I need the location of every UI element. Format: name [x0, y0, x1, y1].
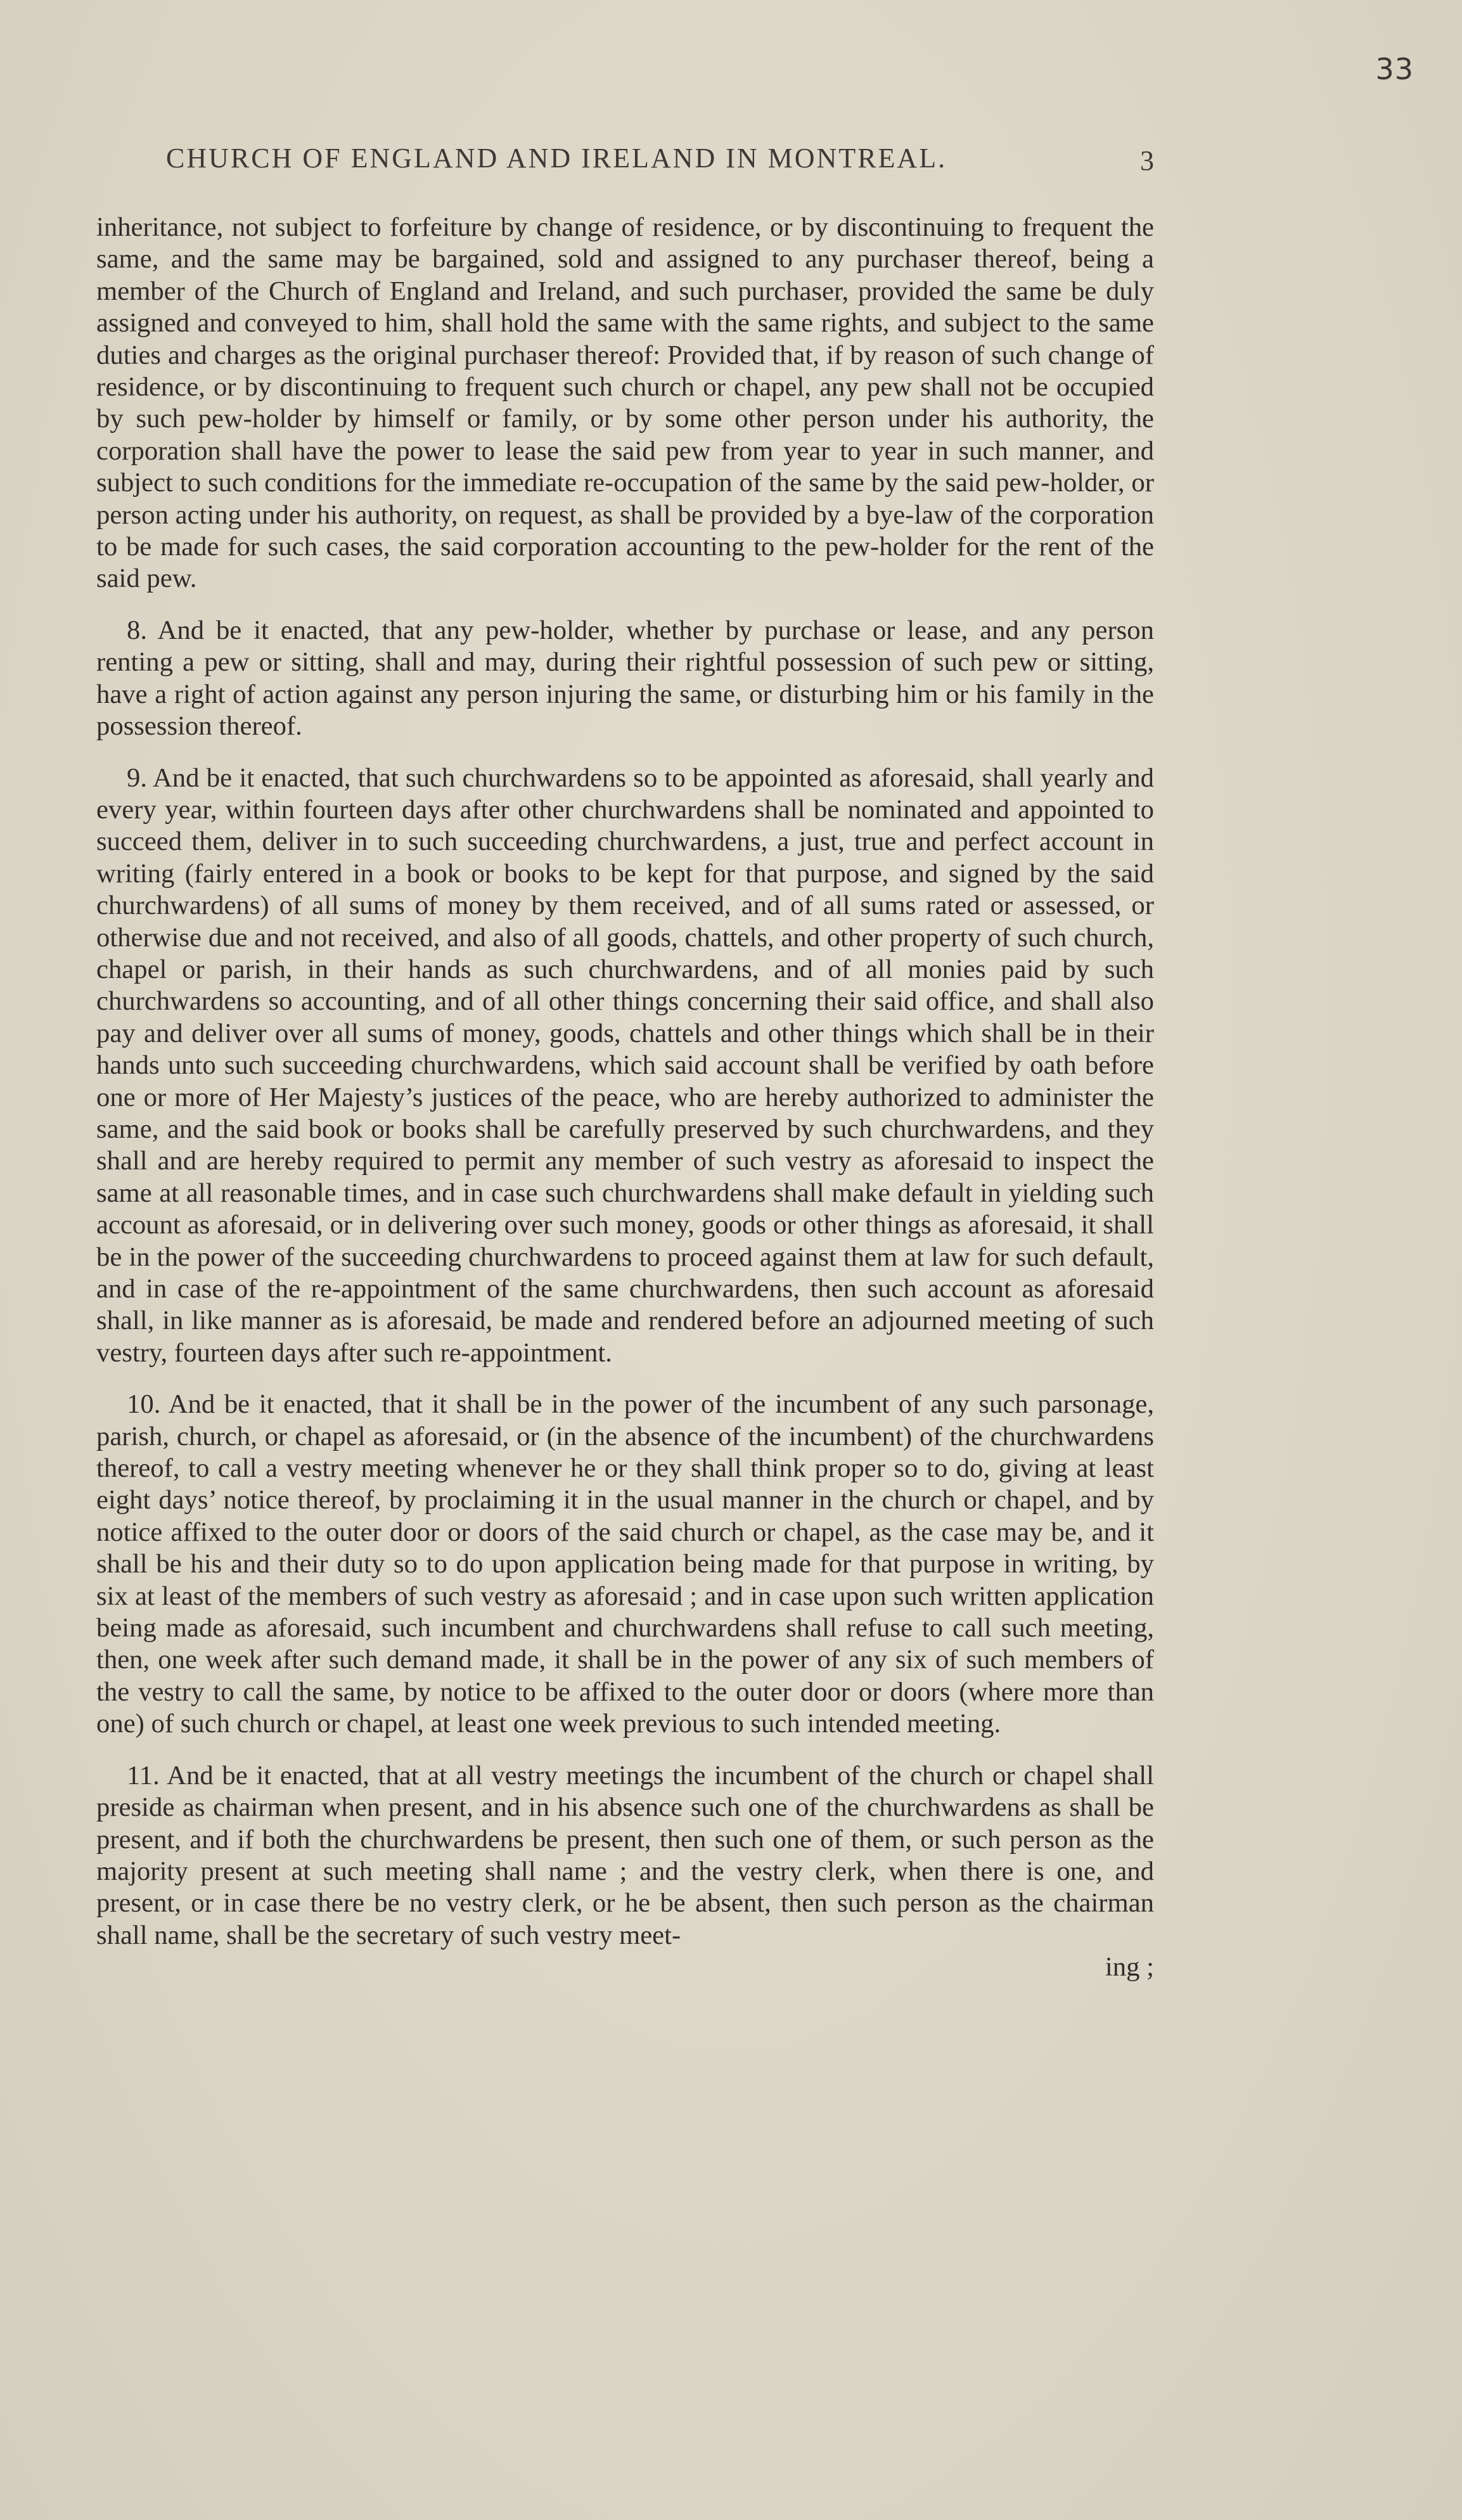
running-head-page-number: 3 [1140, 145, 1154, 176]
paragraph-section-9: 9. And be it enacted, that such churchwardens so to be appointed as aforesaid, shall yearly and every year, within fourteen days after other churchwardens shall be nominated and appointed to succeed them, deliver in to such succeeding churchwardens, a just, true and perfect account in writing (fairly entered in a book or books to be kept for that purpose, and signed by the said churchwardens) of all sums of money by them received, and of all sums rated or assessed, or otherwise due and not received, and also of all goods, chattels, and other property of such church, chapel or parish, in their hands as such churchwardens, and of all monies paid by such churchwardens so accounting, and of all other things concerning their said office, and shall also pay and deliver over all sums of money, goods, chattels and other things which shall be in their hands unto such succeeding churchwardens, which said account shall be verified by oath before one or more of Her Majesty’s justices of the peace, who are hereby authorized to administer the same, and the said book or books shall be carefully preserved by such churchwardens, and they shall and are hereby required to permit any member of such vestry as aforesaid to inspect the same at all reasonable times, and in case such churchwardens shall make default in yielding such account as aforesaid, or in delivering over such money, goods or other things as aforesaid, it shall be in the power of the succeeding churchwardens to proceed against them at law for such default, and in case of the re-appointment of the same churchwardens, then such account as aforesaid shall, in like manner as is aforesaid, be made and rendered before an adjourned meeting of such vestry, fourteen days after such re-appointment. [96, 762, 1154, 1368]
paragraph-section-10: 10. And be it enacted, that it shall be in the power of the incumbent of any such parsonage, parish, church, or chapel as aforesaid, or (in the absence of the incumbent) of the churchwardens thereof, to call a vestry meeting whenever he or they shall think proper so to do, giving at least eight days’ notice thereof, by proclaiming it in the usual manner in the church or chapel, and by notice affixed to the outer door or doors of the said church or chapel, as the case may be, and it shall be his and their duty so to do upon application being made for that purpose in writing, by six at least of the members of such vestry as aforesaid ; and in case upon such written application being made as aforesaid, such incumbent and churchwardens shall refuse to call such meeting, then, one week after such demand made, it shall be in the power of any six of such members of the vestry to call the same, by notice to be affixed to the outer door or doors (where more than one) of such church or chapel, at least one week previous to such intended meeting. [96, 1389, 1154, 1739]
folio-number: 33 [1375, 52, 1414, 86]
paragraph-section-11: 11. And be it enacted, that at all vestry meetings the incumbent of the church or chapel shall preside as chairman when present, and in his absence such one of the churchwardens as shall be present, and if both the churchwardens be present, then such one of them, or such person as the majority present at such meeting shall name ; and the vestry clerk, when there is one, and present, or in case there be no vestry clerk, or he be absent, then such person as the chairman shall name, shall be the secretary of such vestry meet- [96, 1760, 1154, 1950]
catchword: ing ; [1105, 1952, 1154, 1983]
running-head-title: CHURCH OF ENGLAND AND IRELAND IN MONTREAL. [166, 143, 947, 174]
body-text [96, 212, 1154, 1984]
paragraph-continuation: inheritance, not subject to forfeiture by change of residence, or by discontinuing to frequent the same, and the same may be bargained, sold and assigned to any purchaser thereof, being a member of the Church of England and Ireland, and such purchaser, provided the same be duly assigned and conveyed to him, shall hold the same with the same rights, and subject to the same duties and charges as the original purchaser thereof: Provided that, if by reason of such change of residence, or by discontinuing to frequent such church or chapel, any pew shall not be occupied by such pew-holder by himself or family, or by some other person under his authority, the corporation shall have the power to lease the said pew from year to year in such manner, and subject to such conditions for the immediate re-occupation of the same by the said pew-holder, or person acting under his authority, on request, as shall be provided by a bye-law of the corporation to be made for such cases, the said corporation accounting to the pew-holder for the rent of the said pew. [96, 212, 1154, 594]
paragraph-section-8: 8. And be it enacted, that any pew-holder, whether by purchase or lease, and any person renting a pew or sitting, shall and may, during their rightful possession of such pew or sitting, have a right of action against any person injuring the same, or disturbing him or his family in the possession thereof. [96, 615, 1154, 742]
running-head [166, 142, 1154, 174]
